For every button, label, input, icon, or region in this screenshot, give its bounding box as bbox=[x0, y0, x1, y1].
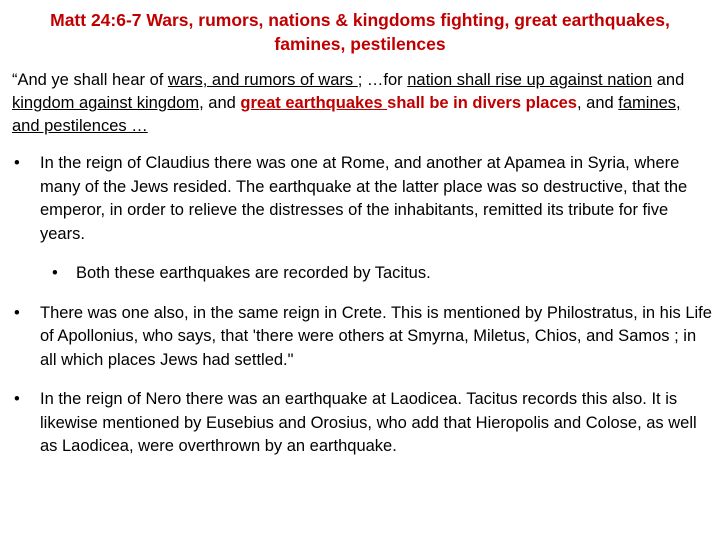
bullet-text: Both these earthquakes are recorded by Tacitus. bbox=[76, 264, 431, 282]
quote-text: ; …for bbox=[357, 71, 408, 89]
bullet-dot: • bbox=[14, 303, 20, 322]
bullet-item bbox=[12, 388, 712, 459]
bullet-text: In the reign of Claudius there was one at Rome, and another at Apamea in Syria, where many of the Jews resided. The earthquake at the latter place was so destructive, that the emperor, in order to relieve the distresses of the inhabitants, remitted its tribute for five years. bbox=[40, 154, 688, 243]
quote-underlined-famines: famines, and pestilences … bbox=[12, 94, 681, 135]
quote-text: “And ye shall hear of bbox=[12, 71, 168, 89]
bullet-item bbox=[12, 152, 712, 246]
bullet-dot: • bbox=[14, 154, 20, 172]
quote-highlight-earthquakes: great earthquakes bbox=[240, 94, 388, 112]
quote-underlined-nation: nation shall rise up against nation bbox=[407, 71, 653, 89]
bullet-item bbox=[12, 302, 712, 373]
slide-title: Matt 24:6-7 Wars, rumors, nations & kingdoms fighting, great earthquakes, famines, pestilences bbox=[50, 10, 670, 54]
sub-bullet-item bbox=[12, 262, 712, 286]
bullet-text: In the reign of Nero there was an earthquake at Laodicea. Tacitus records this also. It is likewise mentioned by Eusebius and Orosius, who add that Hieropolis and Colose, as well as Laodicea, were overthrown by an earthquake. bbox=[40, 390, 697, 455]
quote-text: and bbox=[652, 71, 685, 89]
quote-highlight-divers-places: shall be in divers places bbox=[387, 94, 577, 112]
scripture-quote bbox=[12, 69, 712, 138]
quote-text: , and bbox=[199, 94, 241, 112]
bullet-text: There was one also, in the same reign in Crete. This is mentioned by Philostratus, in his Life of Apollonius, who says, that 'there were others at Smyrna, Miletus, Chios, and Samos ; in all which places Jews had settled." bbox=[40, 303, 712, 369]
quote-text: , and bbox=[576, 94, 619, 112]
quote-underlined-wars: wars, and rumors of wars bbox=[167, 71, 358, 89]
bullet-dot: • bbox=[14, 390, 20, 408]
quote-underlined-kingdom: kingdom against kingdom bbox=[12, 94, 200, 112]
bullet-list bbox=[12, 152, 712, 459]
bullet-dot: • bbox=[52, 264, 58, 282]
